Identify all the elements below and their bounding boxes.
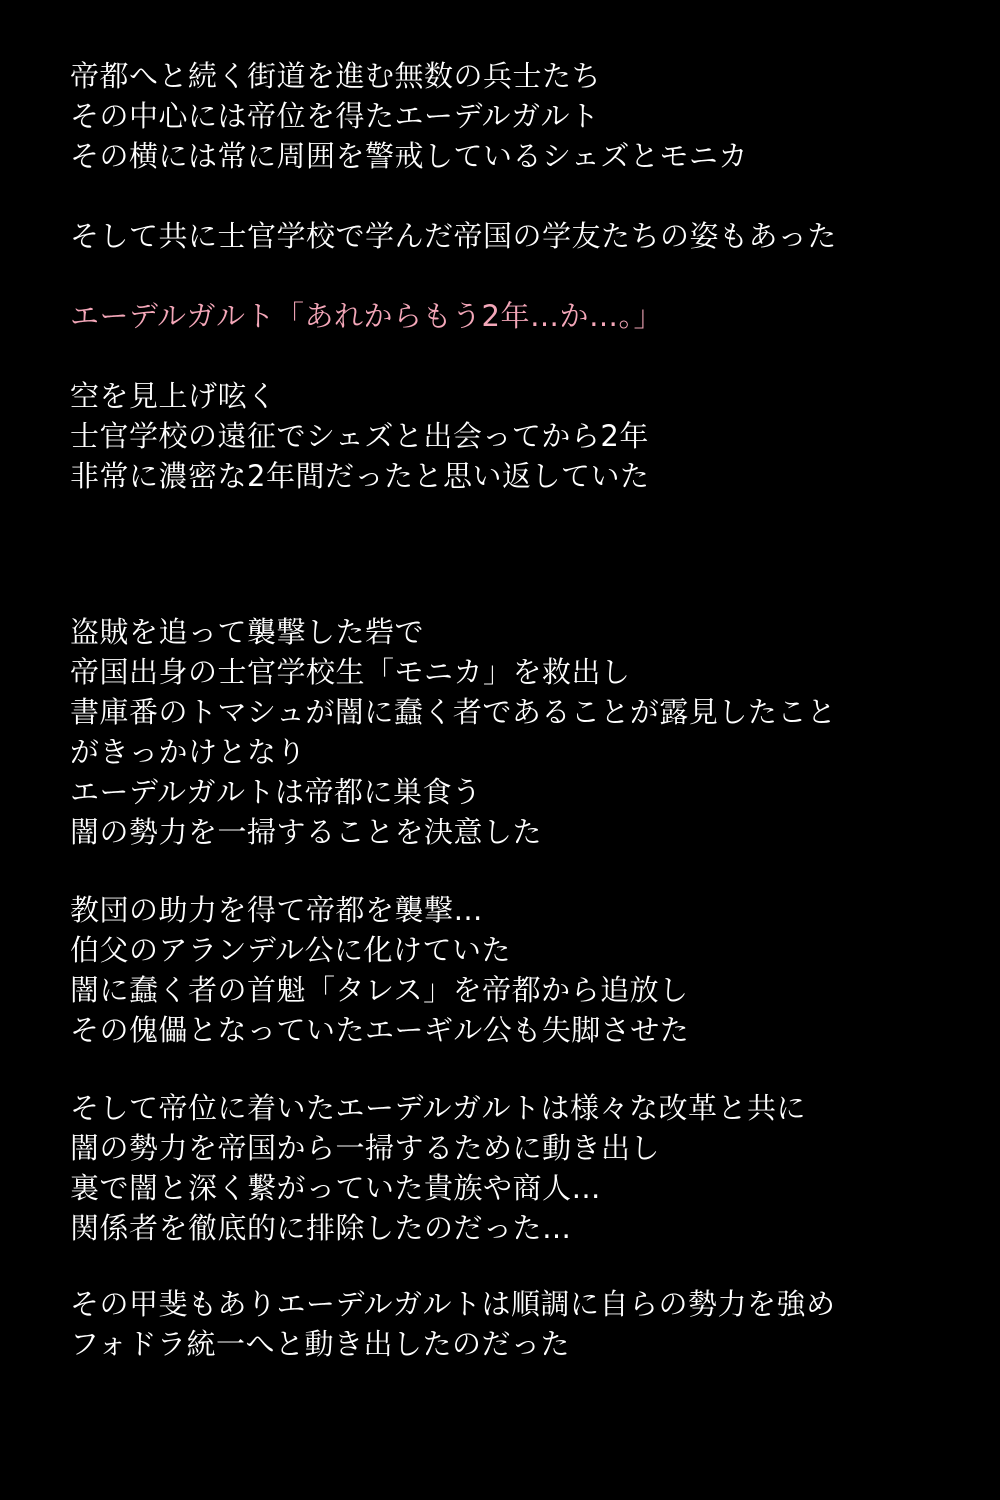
text-line: 盗賊を追って襲撃した砦で — [70, 615, 425, 649]
paragraph-march — [70, 56, 748, 176]
text-line: その横には常に周囲を警戒しているシェズとモニカ — [70, 139, 748, 173]
dialogue-edelgard — [70, 296, 663, 336]
text-line: そして共に士官学校で学んだ帝国の学友たちの姿もあった — [70, 219, 837, 253]
text-line: 帝国出身の士官学校生「モニカ」を救出し — [70, 655, 631, 689]
paragraph-reflection — [70, 376, 649, 496]
text-line: 教団の助力を得て帝都を襲撃… — [70, 893, 484, 927]
text-line: 士官学校の遠征でシェズと出会ってから2年 — [70, 419, 649, 453]
text-line: 闇の勢力を一掃することを決意した — [70, 815, 543, 849]
text-line: 非常に濃密な2年間だったと思い返していた — [70, 459, 650, 493]
text-line: 書庫番のトマシュが闇に蠢く者であることが露見したこと — [70, 695, 837, 729]
paragraph-attack — [70, 890, 689, 1050]
text-line: その中心には帝位を得たエーデルガルト — [70, 99, 600, 133]
text-line: 闇に蠢く者の首魁「タレス」を帝都から追放し — [70, 973, 689, 1007]
text-line: がきっかけとなり — [70, 735, 307, 769]
text-line: 帝都へと続く街道を進む無数の兵士たち — [70, 59, 602, 93]
text-line: 空を見上げ呟く — [70, 379, 277, 413]
text-line: 闇の勢力を帝国から一掃するために動き出し — [70, 1131, 661, 1165]
paragraph-classmates — [70, 216, 837, 256]
text-line: 関係者を徹底的に排除したのだった… — [70, 1211, 572, 1245]
paragraph-reform — [70, 1088, 806, 1248]
text-line: その甲斐もありエーデルガルトは順調に自らの勢力を強め — [70, 1287, 836, 1321]
paragraph-unification — [70, 1284, 836, 1364]
text-line: エーデルガルトは帝都に巣食う — [70, 775, 482, 809]
dialogue-line: エーデルガルト「あれからもう2年…か…。」 — [70, 299, 664, 333]
paragraph-fort — [70, 612, 836, 852]
text-line: 伯父のアランデル公に化けていた — [70, 933, 512, 967]
text-line: 裏で闇と深く繋がっていた貴族や商人… — [70, 1171, 602, 1205]
text-line: そして帝位に着いたエーデルガルトは様々な改革と共に — [70, 1091, 807, 1125]
text-line: フォドラ統一へと動き出したのだった — [70, 1327, 571, 1361]
text-line: その傀儡となっていたエーギル公も失脚させた — [70, 1013, 690, 1047]
